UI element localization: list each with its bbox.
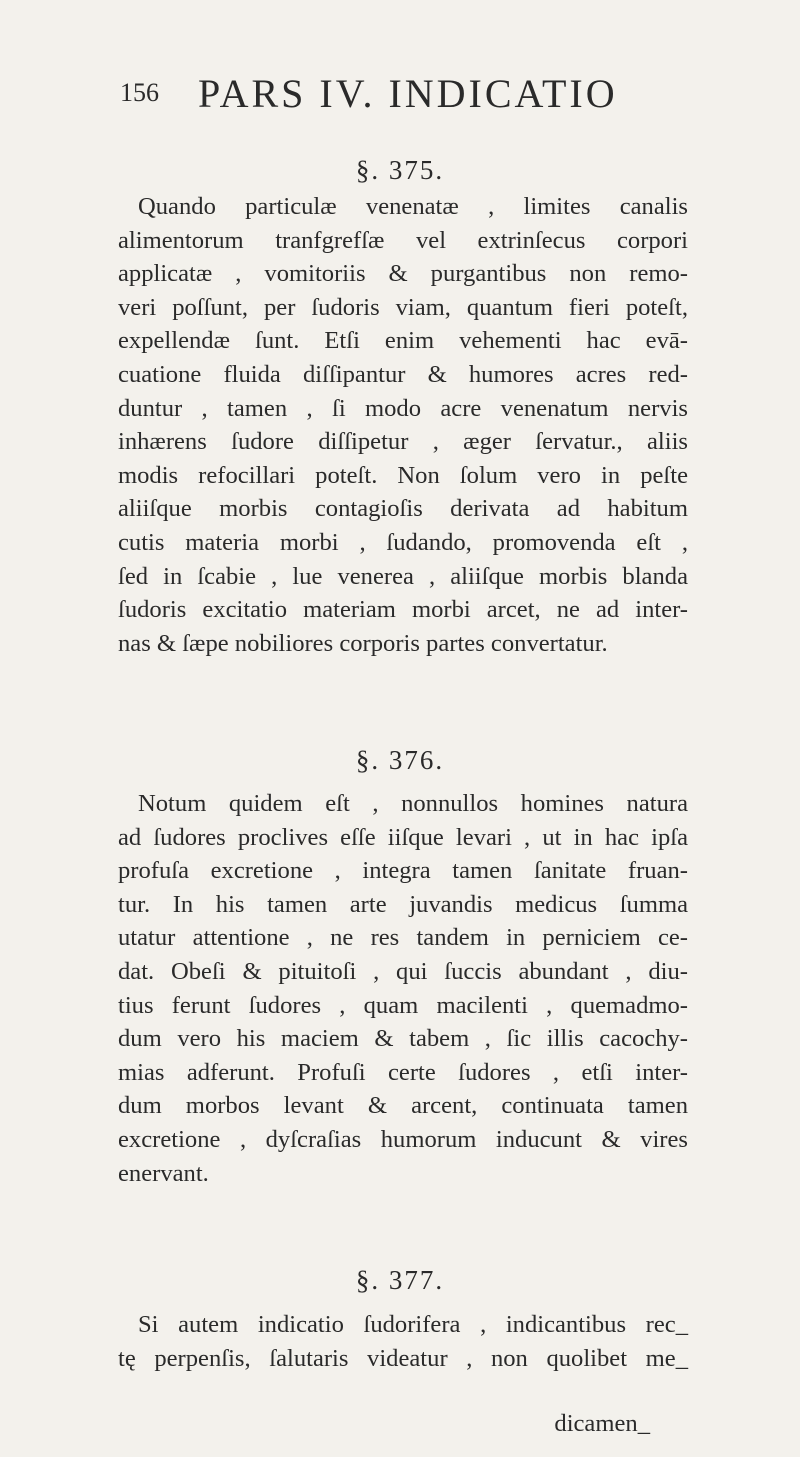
- text-line: applicatæ , vomitoriis & purgantibus non remo-: [118, 260, 688, 288]
- text-line: profuſa excretione , integra tamen ſanitate fruan-: [118, 857, 688, 885]
- text-line: utatur attentione , ne res tandem in perniciem ce-: [118, 924, 688, 952]
- text-line: expellendæ ſunt. Etſi enim vehementi hac evā-: [118, 327, 688, 355]
- text-line: dat. Obeſi & pituitoſi , qui ſuccis abundant , diu-: [118, 957, 688, 985]
- text-line: tius ferunt ſudores , quam macilenti , quemadmo-: [118, 991, 688, 1019]
- text-line: ſudoris excitatio materiam morbi arcet, ne ad inter-: [118, 596, 688, 624]
- text-line: Si autem indicatio ſudorifera , indicantibus rec_: [138, 1311, 688, 1338]
- text-line: veri poſſunt, per ſudoris viam, quantum fieri poteſt,: [118, 293, 688, 321]
- text-line: modis refocillari poteſt. Non ſolum vero in peſte: [118, 461, 688, 489]
- text-line: aliiſque morbis contagioſis derivata ad habitum: [118, 495, 688, 523]
- text-line: alimentorum tranfgrefſæ vel extrinſecus corpori: [118, 226, 688, 254]
- text-line: Quando particulæ venenatæ , limites canalis: [138, 193, 688, 220]
- text-line: Notum quidem eſt , nonnullos homines natura: [138, 790, 688, 817]
- text-line: dum vero his maciem & tabem , ſic illis cacochy-: [118, 1025, 688, 1053]
- section-heading-375: §. 375.: [355, 155, 445, 185]
- text-line: ſed in ſcabie , lue venerea , aliiſque morbis blanda: [118, 562, 688, 590]
- text-line: nas & ſæpe nobiliores corporis partes convertatur.: [118, 629, 608, 657]
- running-title: PARS IV. INDICATIO: [198, 71, 618, 116]
- paragraph-376: [118, 787, 688, 1190]
- section-heading-377: §. 377.: [355, 1265, 445, 1295]
- text-line: tę perpenſis, ſalutaris videatur , non quolibet me_: [118, 1344, 688, 1372]
- text-line: dum morbos levant & arcent, continuata tamen: [118, 1092, 688, 1120]
- catchword: dicamen_: [554, 1410, 650, 1437]
- text-line: enervant.: [118, 1159, 209, 1187]
- text-line: mias adferunt. Profuſi certe ſudores , etſi inter-: [118, 1058, 688, 1086]
- text-line: inhærens ſudore diſſipetur , æger ſervatur., aliis: [118, 428, 688, 456]
- text-line: cuatione fluida diſſipantur & humores acres red-: [118, 360, 688, 388]
- text-line: cutis materia morbi , ſudando, promovenda eſt ,: [118, 528, 688, 556]
- text-line: tur. In his tamen arte juvandis medicus ſumma: [118, 890, 688, 918]
- section-heading-376: §. 376.: [355, 745, 445, 775]
- paragraph-375: [118, 190, 688, 660]
- page-number: 156: [120, 78, 159, 107]
- running-header: [120, 70, 680, 120]
- text-line: duntur , tamen , ſi modo acre venenatum nervis: [118, 394, 688, 422]
- paragraph-377: [118, 1308, 688, 1375]
- text-line: ad ſudores proclives eſſe iiſque levari , ut in hac ipſa: [118, 823, 688, 851]
- text-line: excretione , dyſcraſias humorum inducunt & vires: [118, 1125, 688, 1153]
